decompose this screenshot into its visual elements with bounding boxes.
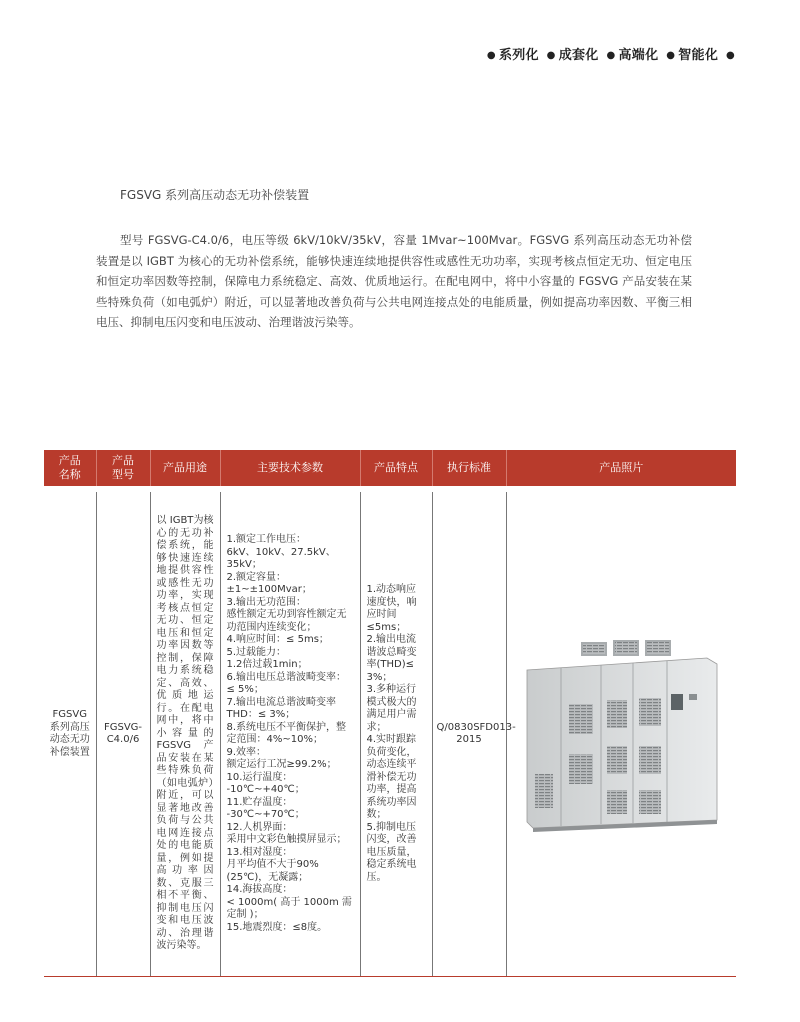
header-product-model: 产品 型号 xyxy=(96,450,150,489)
param-line: 4.响应时间：≤ 5ms； xyxy=(226,634,329,645)
param-line: 采用中文彩色触摸屏显示； xyxy=(226,834,347,845)
product-photo xyxy=(521,624,721,844)
tagline-item: 智能化 xyxy=(678,48,719,63)
header-standard: 执行标准 xyxy=(432,450,506,489)
feature-line: 5.抑制电压闪变，改善电压质量，稳定系统电压。 xyxy=(366,821,417,883)
product-table xyxy=(44,450,736,977)
param-line: 6kV、10kV、27.5kV、35kV； xyxy=(226,546,336,570)
cell-tech-params xyxy=(220,489,360,977)
param-line: 8.系统电压不平衡保护，整定范围：4%~10%； xyxy=(226,721,347,745)
param-line: 7.输出电流总谐波畸变率THD：≤ 3%； xyxy=(226,696,337,720)
feature-line: 4.实时跟踪负荷变化，动态连续平滑补偿无功功率，提高系统功率因数； xyxy=(366,734,417,820)
param-line: -30℃~+70℃； xyxy=(226,809,305,820)
table-row xyxy=(44,489,736,977)
feature-line: 2.输出电流谐波总畸变率(THD)≤ 3%； xyxy=(366,634,417,683)
cell-standard: Q/0830SFD013-2015 xyxy=(432,489,506,977)
param-line: 11.贮存温度： xyxy=(226,796,293,808)
cell-photo xyxy=(506,489,736,977)
cell-product-use: 以 IGBT为核心的无功补偿系统，能够快速连续地提供容性或感性无功功率，实现考核点恒定无功、恒定电压和恒定功率因数等控制，保障电力系统稳定、高效、优质地运行。在配电网中，将中小容量的FGSVG 产品安装在某些特殊负荷（如电弧炉）附近，可以显著地改善负荷与公共电网连接点处的电能质量，例如提高功率因数、克服三相不平衡、抑制电压闪变和电压波动、治理谐波污染等。 xyxy=(150,489,220,977)
cell-product-model: FGSVG-C4.0/6 xyxy=(96,489,150,977)
tagline-item: 高端化 xyxy=(618,48,659,63)
tagline-item: 系列化 xyxy=(498,48,539,63)
param-line: 9.效率： xyxy=(226,746,267,758)
features-list xyxy=(367,584,426,884)
param-line: 14.海拔高度： xyxy=(226,884,293,895)
param-line: 3.输出无功范围： xyxy=(226,596,307,608)
table-header-row xyxy=(44,450,736,489)
param-line: 月平均值不大于90%(25℃)，无凝露； xyxy=(226,859,319,883)
param-line: 10.运行温度： xyxy=(226,771,293,783)
feature-line: 3.多种运行模式极大的满足用户需求； xyxy=(366,684,417,733)
feature-line: 1.动态响应速度快，响应时间≤5ms； xyxy=(366,584,417,633)
header-photo: 产品照片 xyxy=(506,450,736,489)
bullet-icon: ● xyxy=(606,50,616,61)
header-tech-params: 主要技术参数 xyxy=(220,450,360,489)
params-list xyxy=(227,534,354,934)
param-line: -10℃~+40℃； xyxy=(226,784,305,795)
param-line: 1.额定工作电压： xyxy=(226,534,307,545)
header-features: 产品特点 xyxy=(360,450,432,489)
header-tagline xyxy=(484,44,738,63)
cell-features xyxy=(360,489,432,977)
tagline-item: 成套化 xyxy=(558,48,599,63)
param-line: ±1~±100Mvar； xyxy=(226,584,312,595)
cell-product-name: FGSVG系列高压动态无功补偿装置 xyxy=(44,489,96,977)
intro-paragraph: 型号 FGSVG-C4.0/6，电压等级 6kV/10kV/35kV，容量 1Mvar~100Mvar。FGSVG 系列高压动态无功补偿装置是以 IGBT 为核心的无功补偿系统，能够快速连续地提供容性或感性无功功率，实现考核点恒定无功、恒定电压和恒定功率因数等控制，保障电力系统稳定、高效、优质地运行。在配电网中，将中小容量的 FGSVG 产品安装在某些特殊负荷（如电弧炉）附近，可以显著地改善负荷与公共电网连接点处的电能质量，例如提高功率因数、平衡三相电压、抑制电压闪变和电压波动、治理谐波污染等。 xyxy=(96,233,692,329)
cabinet-illustration xyxy=(521,624,721,844)
param-line: 15.地震烈度：≤8度。 xyxy=(226,921,328,933)
param-line: 2.额定容量： xyxy=(226,571,287,583)
param-line: 感性额定无功到容性额定无功范围内连续变化； xyxy=(226,609,347,633)
param-line: 12.人机界面： xyxy=(226,821,293,833)
param-line: 5.过载能力： xyxy=(226,646,287,658)
bullet-icon: ● xyxy=(666,50,676,61)
page-title: FGSVG 系列高压动态无功补偿装置 xyxy=(120,188,310,202)
bullet-icon: ● xyxy=(546,50,556,61)
param-line: 13.相对湿度： xyxy=(226,846,293,858)
bullet-icon: ● xyxy=(725,50,735,61)
param-line: 1.2倍过载1min； xyxy=(226,659,308,670)
param-line: 6.输出电压总谐波畸变率：≤ 5%； xyxy=(226,671,347,695)
header-product-name: 产品 名称 xyxy=(44,450,96,489)
bullet-icon: ● xyxy=(486,50,496,61)
param-line: 额定运行工况≥99.2%； xyxy=(226,759,337,770)
header-product-use: 产品用途 xyxy=(150,450,220,489)
param-line: < 1000m( 高于 1000m 需定制 )； xyxy=(226,896,352,920)
